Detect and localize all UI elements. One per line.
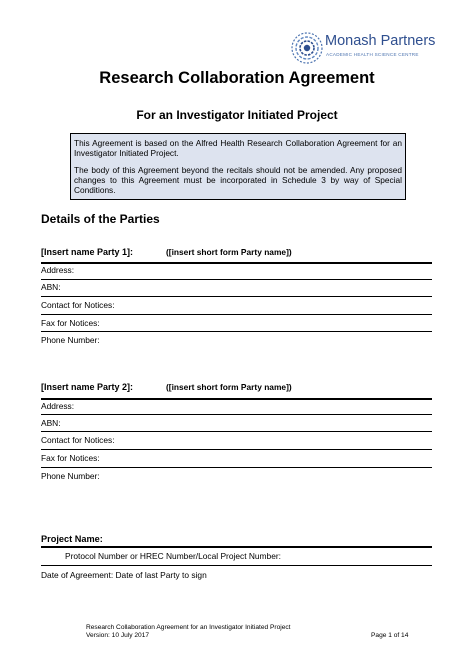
project-rule: [41, 565, 432, 566]
document-title: Research Collaboration Agreement: [99, 69, 375, 87]
party-2-address-label: Address:: [41, 401, 75, 411]
footer-doc-info: [86, 624, 291, 640]
notice-box: [70, 133, 406, 200]
party-1-abn-label: ABN:: [41, 282, 61, 292]
party-2-rule: [41, 414, 432, 415]
party-1-rule: [41, 279, 432, 280]
party-2-abn-label: ABN:: [41, 418, 61, 428]
monash-partners-logo: [290, 31, 440, 67]
footer-doc-title: Research Collaboration Agreement for an Investigator Initiated Project: [86, 624, 291, 631]
footer-version: Version: 10 July 2017: [86, 632, 150, 639]
project-name-heading: Project Name:: [41, 534, 103, 544]
party-1-rule: [41, 331, 432, 332]
party-1-name-placeholder[interactable]: [Insert name Party 1]:: [41, 247, 134, 257]
party-1-rule: [41, 314, 432, 315]
notice-paragraph-2: The body of this Agreement beyond the recitals should not be amended. Any proposed changes to this Agreement must be incorporated in Schedule 3 by way of Special Conditions.: [74, 165, 402, 195]
logo-tagline: ACADEMIC HEALTH SCIENCE CENTRE: [326, 52, 419, 57]
date-of-agreement-label: Date of Agreement: Date of last Party to sign: [41, 570, 207, 580]
party-1-short-form[interactable]: ([insert short form Party name]): [166, 247, 292, 257]
party-2-rule: [41, 449, 432, 450]
party-2-phone-label: Phone Number:: [41, 471, 100, 481]
notice-paragraph-1: This Agreement is based on the Alfred Health Research Collaboration Agreement for an Investigator Initiated Project.: [74, 138, 402, 158]
party-2-rule: [41, 467, 432, 468]
party-2-fax-label: Fax for Notices:: [41, 453, 100, 463]
footer-page-number: Page 1 of 14: [371, 632, 409, 639]
party-1-rule-top: [41, 262, 432, 264]
party-1-address-label: Address:: [41, 265, 75, 275]
document-subtitle: For an Investigator Initiated Project: [136, 108, 338, 122]
logo-name: Monash Partners: [325, 33, 436, 49]
project-rule-top: [41, 546, 432, 548]
party-2-name-placeholder[interactable]: [Insert name Party 2]:: [41, 382, 134, 392]
party-2-short-form[interactable]: ([insert short form Party name]): [166, 382, 292, 392]
party-2-rule: [41, 431, 432, 432]
details-heading: Details of the Parties: [41, 212, 160, 226]
logo-mark-icon: [290, 31, 324, 65]
party-1-rule: [41, 296, 432, 297]
party-1-contact-label: Contact for Notices:: [41, 300, 115, 310]
protocol-number-label: Protocol Number or HREC Number/Local Project Number:: [65, 551, 281, 561]
party-2-rule-top: [41, 398, 432, 400]
party-1-fax-label: Fax for Notices:: [41, 318, 100, 328]
party-1-phone-label: Phone Number:: [41, 335, 100, 345]
party-2-contact-label: Contact for Notices:: [41, 435, 115, 445]
